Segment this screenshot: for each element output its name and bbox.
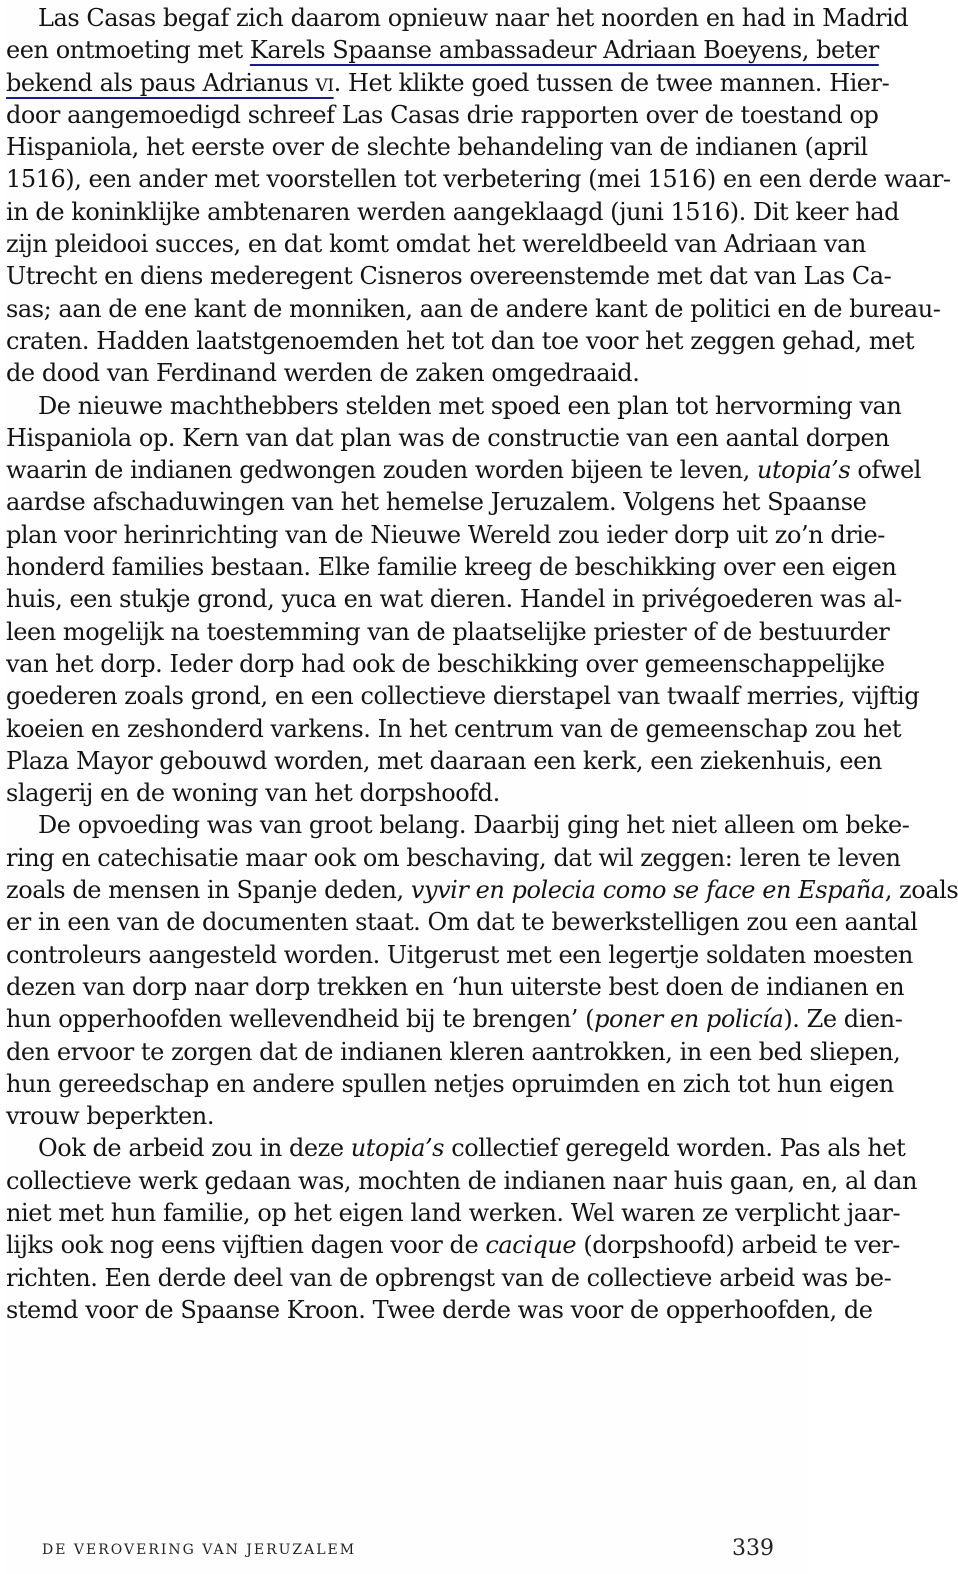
- paragraph-2: [6, 390, 921, 810]
- page-number: 339: [732, 1536, 774, 1561]
- text-line: goederen zoals grond, en een collectieve dierstapel van twaalf merries, vijftig: [6, 682, 920, 711]
- text-line: Hispaniola op. Kern van dat plan was de constructie van een aantal dorpen: [6, 423, 890, 452]
- text-line-underlined: [6, 67, 890, 99]
- book-page: [6, 0, 958, 1574]
- text-line: ring en catechisatie maar ook om beschaving, dat wil zeggen: leren te leven: [6, 843, 901, 872]
- text-line: controleurs aangesteld worden. Uitgerust met een legertje soldaten moesten: [6, 940, 913, 969]
- page-footer: [42, 1536, 802, 1561]
- text-line: plan voor herinrichting van de Nieuwe Wereld zou ieder dorp uit zo’n drie-: [6, 520, 885, 549]
- paragraph-4: [6, 1132, 918, 1326]
- text-line: de dood van Ferdinand werden de zaken omgedraaid.: [6, 359, 640, 388]
- paragraph-3: [6, 809, 958, 1132]
- text-line: Ook de arbeid zou in deze utopia’s collectief geregeld worden. Pas als het: [38, 1134, 906, 1163]
- text-line: aardse afschaduwingen van het hemelse Jeruzalem. Volgens het Spaanse: [6, 488, 867, 517]
- text-line: stemd voor de Spaanse Kroon. Twee derde was voor de opperhoofden, de: [6, 1295, 873, 1324]
- text-line: Utrecht en diens mederegent Cisneros overeenstemde met dat van Las Ca-: [6, 262, 892, 291]
- text-line: slagerij en de woning van het dorpshoofd.: [6, 779, 500, 808]
- text-line: er in een van de documenten staat. Om dat te bewerkstelligen zou een aantal: [6, 908, 918, 937]
- text-line: Hispaniola, het eerste over de slechte behandeling van de indianen (april: [6, 133, 868, 162]
- text-line: niet met hun familie, op het eigen land werken. Wel waren ze verplicht jaar-: [6, 1198, 901, 1227]
- text-line: dezen van dorp naar dorp trekken en ‘hun uiterste best doen de indianen en: [6, 972, 905, 1001]
- text-line: honderd families bestaan. Elke familie kreeg de beschikking over een eigen: [6, 553, 897, 582]
- text-line: De opvoeding was van groot belang. Daarbij ging het niet alleen om beke-: [38, 811, 910, 840]
- text-line: collectieve werk gedaan was, mochten de indianen naar huis gaan, en, al dan: [6, 1166, 918, 1195]
- paragraph-1: [6, 2, 951, 390]
- text-line: lijks ook nog eens vijftien dagen voor de cacique (dorpshoofd) arbeid te ver-: [6, 1231, 900, 1260]
- body-text: [6, 0, 958, 1326]
- text-line: koeien en zeshonderd varkens. In het centrum van de gemeenschap zou het: [6, 714, 902, 743]
- text-line: 1516), een ander met voorstellen tot verbetering (mei 1516) en een derde waar-: [6, 165, 951, 194]
- text-line-underlined: [6, 34, 879, 66]
- text-line: Plaza Mayor gebouwd worden, met daaraan een kerk, een ziekenhuis, een: [6, 746, 882, 775]
- text-line: sas; aan de ene kant de monniken, aan de andere kant de politici en de bureau-: [6, 294, 941, 323]
- text-line: vrouw beperkten.: [6, 1102, 214, 1131]
- text-line: De nieuwe machthebbers stelden met spoed een plan tot hervorming van: [38, 391, 902, 420]
- text-line: van het dorp. Ieder dorp had ook de beschikking over gemeenschappelijke: [6, 649, 885, 678]
- text-line: den ervoor te zorgen dat de indianen kleren aantrokken, in een bed sliepen,: [6, 1037, 901, 1066]
- text-line: zijn pleidooi succes, en dat komt omdat het wereldbeeld van Adriaan van: [6, 230, 866, 259]
- text-line: in de koninklijke ambtenaren werden aangeklaagd (juni 1516). Dit keer had: [6, 197, 900, 226]
- text-line: hun opperhoofden wellevendheid bij te brengen’ (poner en policía). Ze dien-: [6, 1005, 903, 1034]
- text-line: een ontmoeting met Karels Spaanse ambassadeur Adriaan Boeyens, beter: [6, 36, 879, 65]
- text-line: door aangemoedigd schreef Las Casas drie rapporten over de toestand op: [6, 100, 879, 129]
- text-line: leen mogelijk na toestemming van de plaatselijke priester of de bestuurder: [6, 617, 890, 646]
- text-line: zoals de mensen in Spanje deden, vyvir en polecia como se face en España, zoals: [6, 876, 958, 905]
- text-line: huis, een stukje grond, yuca en wat dieren. Handel in privégoederen was al-: [6, 585, 902, 614]
- running-title: DE VEROVERING VAN JERUZALEM: [42, 1542, 357, 1558]
- text-line: waarin de indianen gedwongen zouden worden bijeen te leven, utopia’s ofwel: [6, 456, 921, 485]
- text-line: Las Casas begaf zich daarom opnieuw naar het noorden en had in Madrid: [38, 4, 909, 32]
- text-line: richten. Een derde deel van de opbrengst van de collectieve arbeid was be-: [6, 1263, 892, 1292]
- text-line: bekend als paus Adrianus vi. Het klikte goed tussen de twee mannen. Hier-: [6, 68, 890, 97]
- text-line: hun gereedschap en andere spullen netjes opruimden en zich tot hun eigen: [6, 1069, 894, 1098]
- text-line: craten. Hadden laatstgenoemden het tot dan toe voor het zeggen gehad, met: [6, 326, 915, 355]
